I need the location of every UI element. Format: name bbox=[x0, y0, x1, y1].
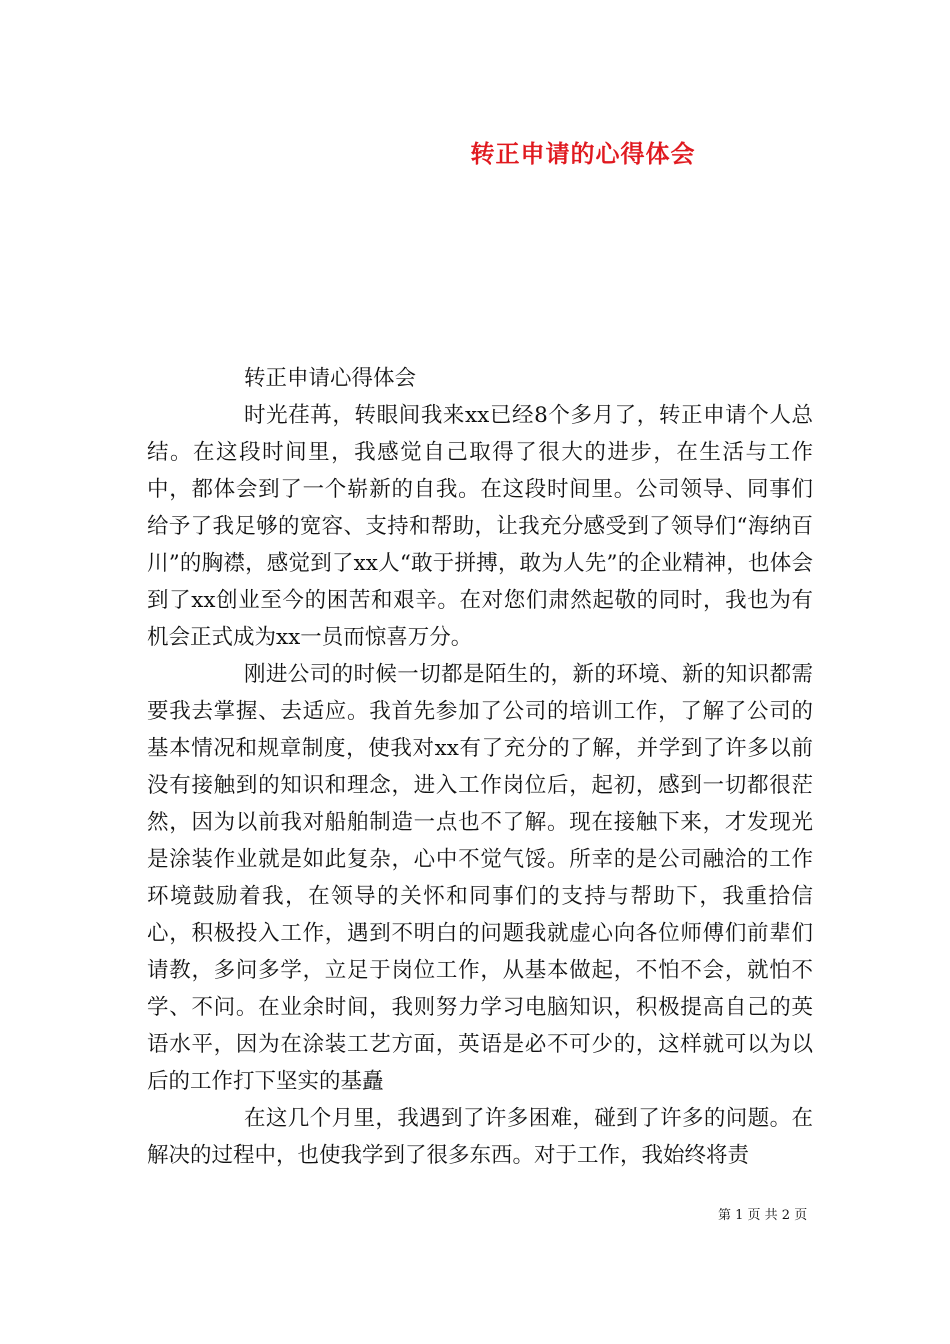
page-number-footer: 第 1 页 共 2 页 bbox=[718, 1208, 808, 1223]
document-body bbox=[147, 360, 813, 1174]
body-paragraph-3: 在这几个月里，我遇到了许多困难，碰到了许多的问题。在解决的过程中，也使我学到了很多东西。对于工作，我始终将责 bbox=[147, 1106, 813, 1168]
body-paragraph-1: 时光荏苒，转眼间我来xx已经8个多月了，转正申请个人总结。在这段时间里，我感觉自己取得了很大的进步，在生活与工作中，都体会到了一个崭新的自我。在这段时间里。公司领导、同事们给予了我足够的宽容、支持和帮助，让我充分感受到了领导们“海纳百川”的胸襟，感觉到了xx人“敢于拼搏，敢为人先”的企业精神，也体会到了xx创业至今的困苦和艰辛。在对您们肃然起敬的同时，我也为有机会正式成为xx一员而惊喜万分。 bbox=[147, 403, 813, 650]
document-title: 转正申请的心得体会 bbox=[470, 139, 696, 168]
body-paragraph-2: 刚进公司的时候一切都是陌生的，新的环境、新的知识都需要我去掌握、去适应。我首先参加了公司的培训工作，了解了公司的基本情况和规章制度，使我对xx有了充分的了解，并学到了许多以前没有接触到的知识和理念，进入工作岗位后，起初，感到一切都很茫然，因为以前我对船舶制造一点也不了解。现在接触下来，才发现光是涂装作业就是如此复杂，心中不觉气馁。所幸的是公司融洽的工作环境鼓励着我，在领导的关怀和同事们的支持与帮助下，我重拾信心，积极投入工作，遇到不明白的问题我就虚心向各位师傅们前辈们请教，多问多学，立足于岗位工作，从基本做起，不怕不会，就怕不学、不问。在业余时间，我则努力学习电脑知识，积极提高自己的英语水平，因为在涂装工艺方面，英语是必不可少的，这样就可以为以后的工作打下坚实的基矗 bbox=[147, 662, 813, 1094]
section-heading: 转正申请心得体会 bbox=[244, 366, 417, 391]
